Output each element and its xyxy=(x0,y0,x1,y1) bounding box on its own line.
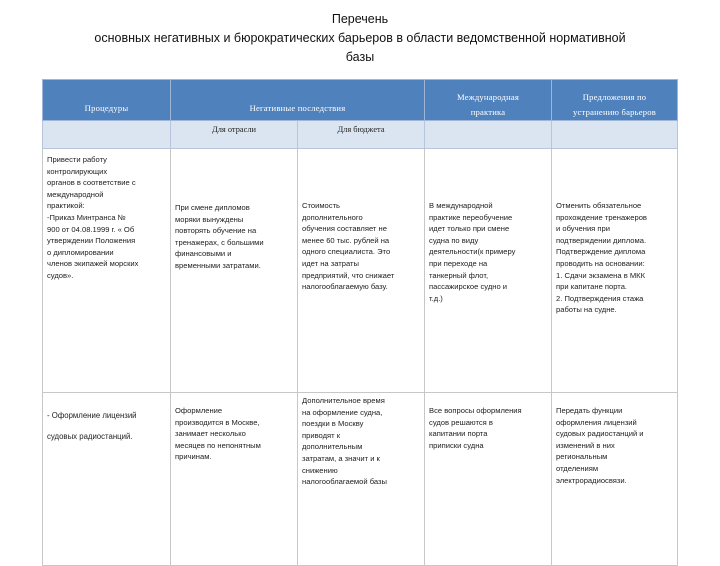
header-negative-consequences: Негативные последствия xyxy=(171,80,425,121)
cell-budget: Стоимость дополнительного обучения составляет не менее 60 тыс. рублей на одного специалиста. Это идет на затраты предприятий, что снижает налогооблагаемую базу. xyxy=(298,149,425,393)
subheader-for-budget: Для бюджета xyxy=(298,121,425,149)
cell-international: Все вопросы оформления судов решаются в капитании порта приписки судна xyxy=(425,393,552,566)
header-international-practice: Международная практика xyxy=(425,80,552,121)
title-line-1: Перечень xyxy=(331,12,389,26)
cell-proposal: Передать функции оформления лицензий судовых радиостанций и изменений в них региональным отделениям электрорадиосвязи. xyxy=(552,393,678,566)
cell-industry: При смене дипломов моряки вынуждены повторять обучение на тренажерах, с большими финансовыми и временными затратами. xyxy=(171,149,298,393)
title-line-2: основных негативных и бюрократических барьеров в области ведомственной нормативной xyxy=(94,31,626,45)
barriers-table xyxy=(42,79,678,566)
cell-procedure: Привести работу контролирующих органов в соответствие с международной практикой: -Приказ Минтранса № 900 от 04.08.1999 г. « Об утверждении Положения о дипломировании членов экипажей морских судов». xyxy=(43,149,171,393)
header-proposals: Предложения по устранению барьеров xyxy=(552,80,678,121)
cell-proposal: Отменить обязательное прохождение тренажеров и обучения при подтверждении диплома. Подтверждение диплома проводить на основании: 1. Сдачи экзамена в МКК при капитане порта. 2. Подтверждения стажа работы на судне. xyxy=(552,149,678,393)
cell-industry: Оформление производится в Москве, занимает несколько месяцев по непонятным причинам. xyxy=(171,393,298,566)
subheader-empty xyxy=(425,121,552,149)
subheader-empty xyxy=(552,121,678,149)
title-line-3: базы xyxy=(345,50,375,64)
cell-procedure: - Оформление лицензий судовых радиостанций. xyxy=(43,393,171,566)
subheader-row xyxy=(43,121,678,149)
table-row xyxy=(43,149,678,393)
document-title xyxy=(60,10,660,67)
subheader-empty xyxy=(43,121,171,149)
cell-international: В международной практике переобучение идет только при смене судна по виду деятельности(к примеру при переходе на танкерный флот, пассажирское судно и т.д.) xyxy=(425,149,552,393)
header-row xyxy=(43,80,678,121)
subheader-for-industry: Для отрасли xyxy=(171,121,298,149)
cell-budget: Дополнительное время на оформление судна, поездки в Москву приводят к дополнительным затратам, а значит и к снижению налогооблагаемой базы xyxy=(298,393,425,566)
header-procedures: Процедуры xyxy=(43,80,171,121)
